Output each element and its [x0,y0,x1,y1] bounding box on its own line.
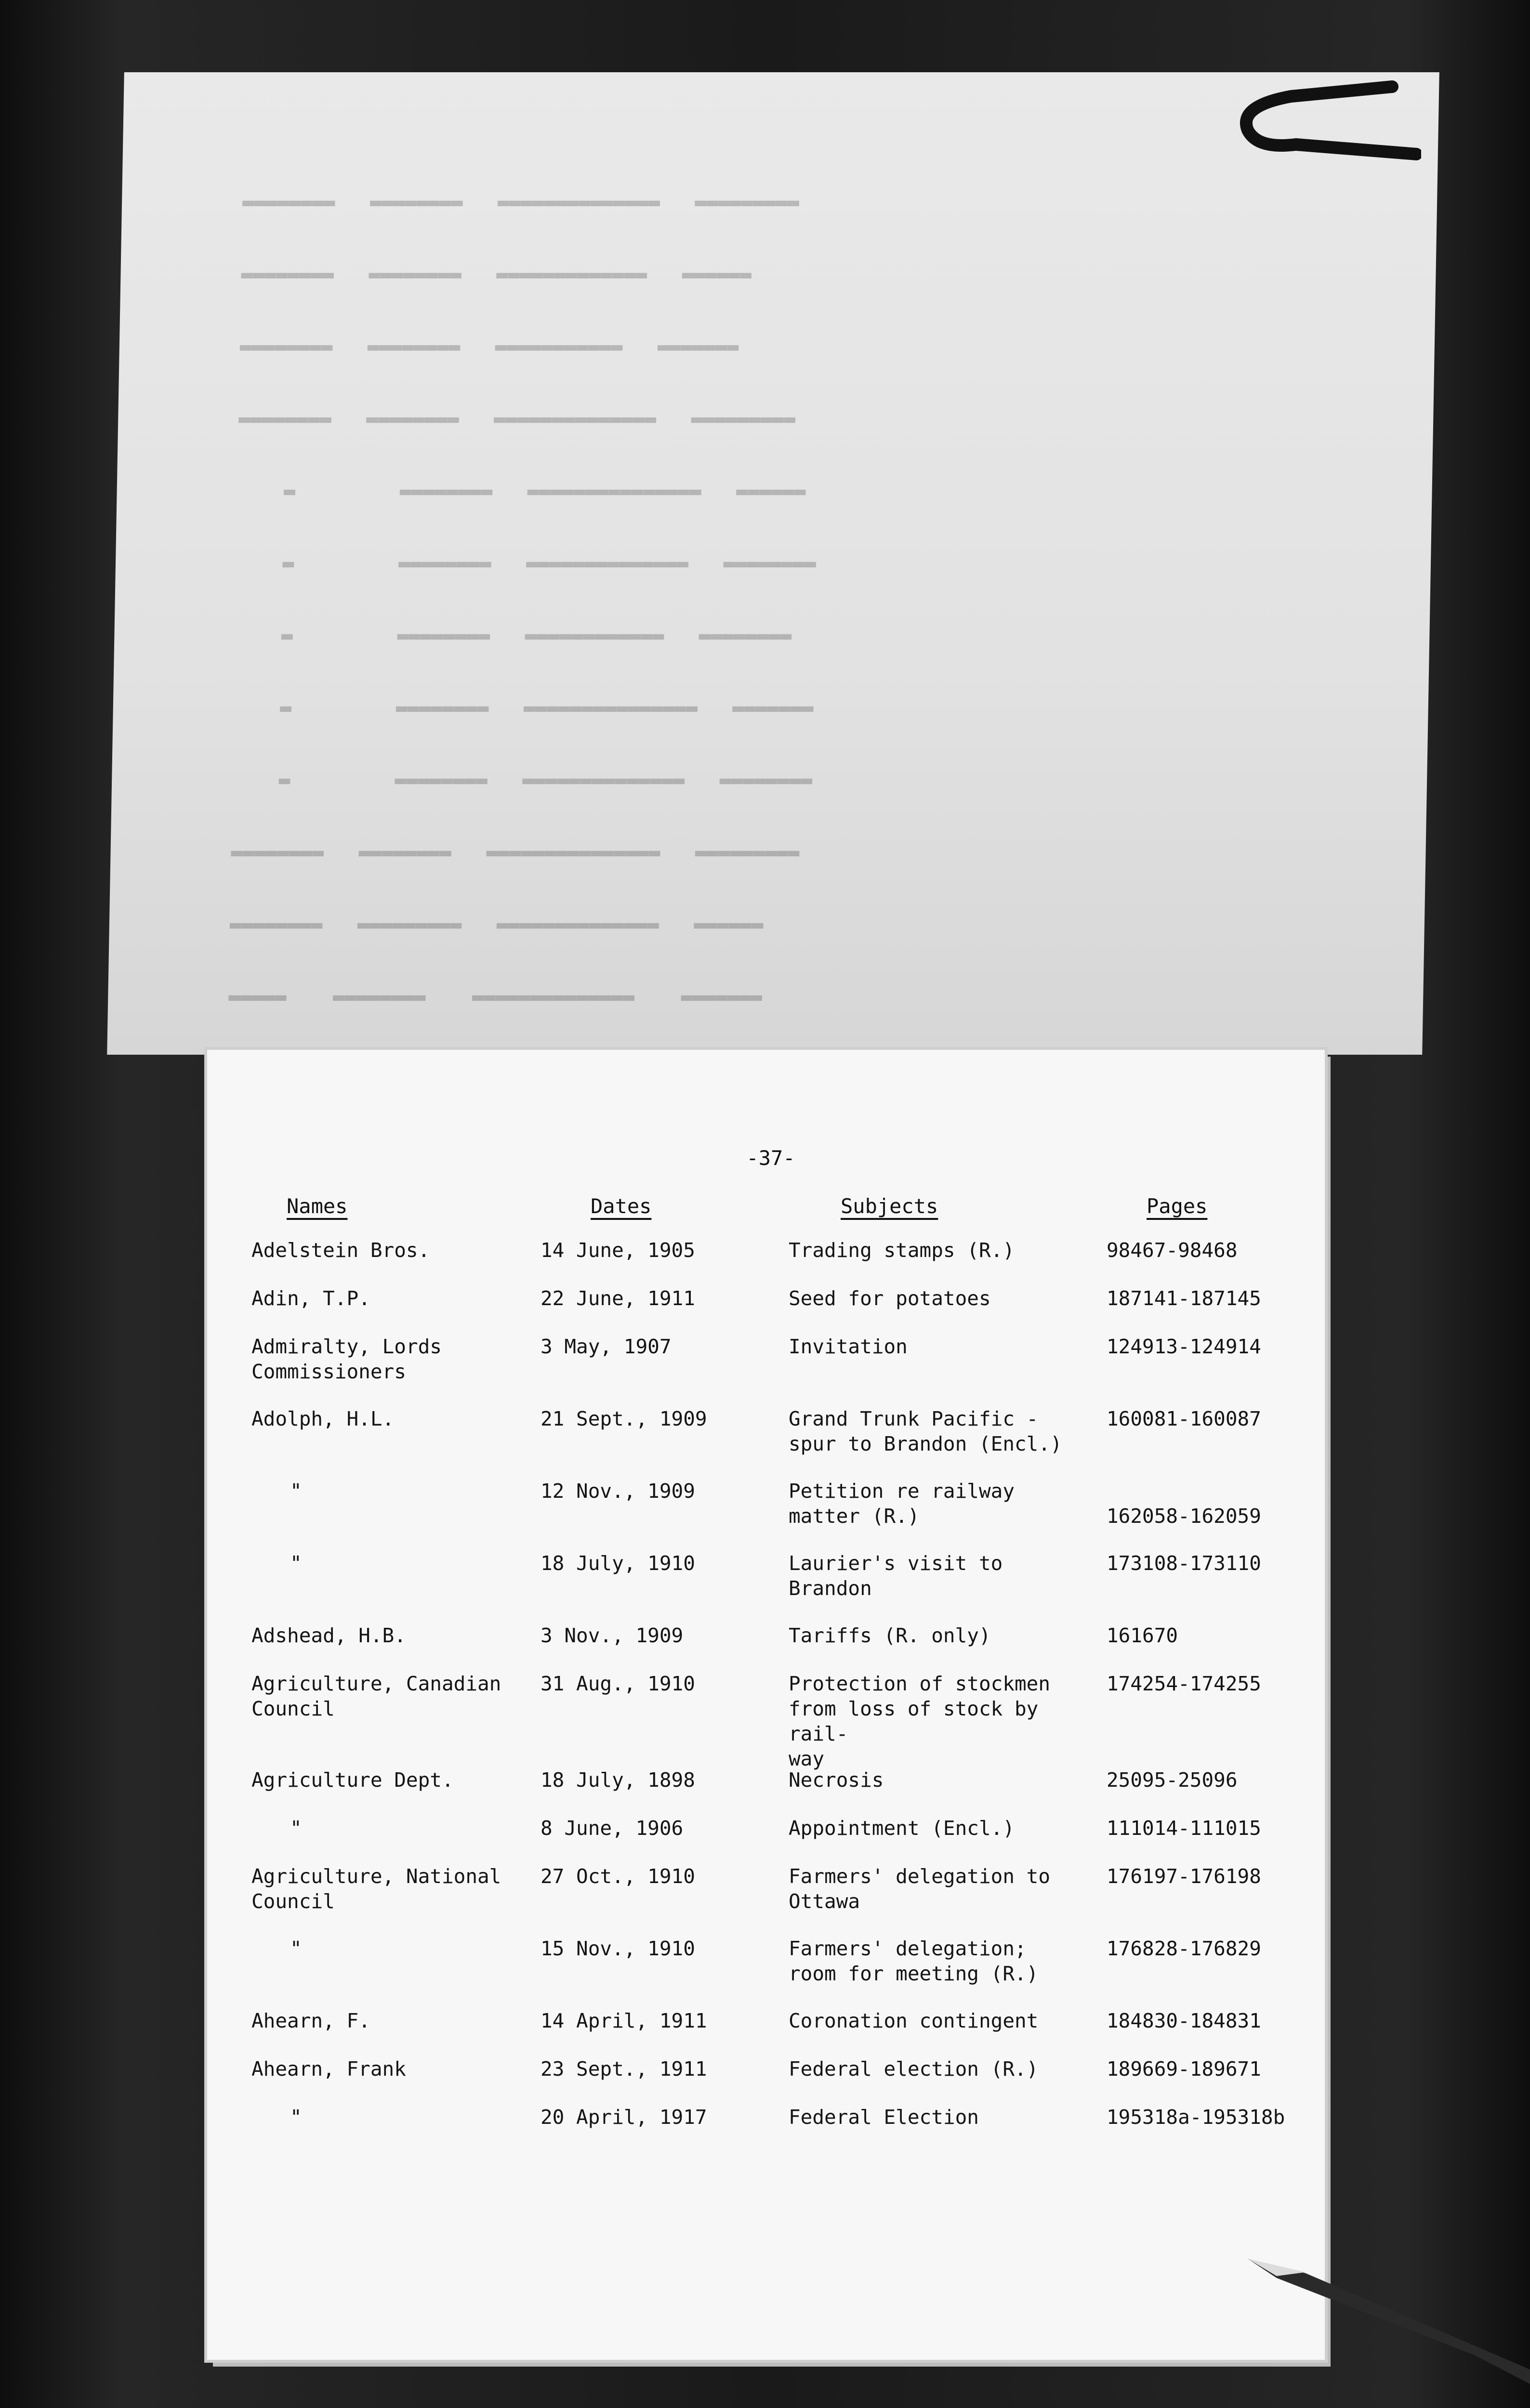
table-row [251,1864,1311,1936]
column-header-subjects: Subjects [841,1194,938,1218]
index-entries [251,1238,1311,2153]
entry-date: 27 Oct., 1910 [541,1865,695,1888]
table-row [251,1334,1311,1406]
table-row [251,1623,1311,1671]
entry-pages: 174254-174255 [1107,1672,1261,1695]
entry-date: 22 June, 1911 [541,1287,695,1310]
entry-pages: 162058-162059 [1107,1505,1261,1528]
entry-subject: Tariffs (R. only) [789,1624,991,1647]
entry-subject: Grand Trunk Pacific - spur to Brandon (Encl.) [789,1407,1062,1455]
entry-date: 14 June, 1905 [541,1239,695,1262]
entry-date: 3 Nov., 1909 [541,1624,684,1647]
entry-subject: Invitation [789,1335,908,1358]
entry-date: 18 July, 1910 [541,1552,695,1575]
entry-subject: Laurier's visit to Brandon [789,1552,1003,1600]
entry-pages: 124913-124914 [1107,1335,1261,1358]
entry-date: 31 Aug., 1910 [541,1672,695,1695]
entry-subject: Farmers' delegation; room for meeting (R.) [789,1937,1039,1985]
entry-pages: 161670 [1107,1624,1178,1647]
entry-name: Agriculture, Canadian Council [251,1672,501,1720]
page-number: -37- [746,1146,795,1170]
entry-name: Agriculture Dept. [251,1768,454,1792]
entry-date: 12 Nov., 1909 [541,1479,695,1503]
entry-date: 18 July, 1898 [541,1768,695,1792]
column-header-names: Names [287,1194,348,1218]
entry-pages: 187141-187145 [1107,1287,1261,1310]
entry-subject: Necrosis [789,1768,884,1792]
table-row [251,2008,1311,2056]
entry-date: 14 April, 1911 [541,2009,707,2032]
entry-name-ditto: " [290,2106,302,2129]
table-row [251,1936,1311,2008]
table-row [251,1479,1311,1551]
entry-pages: 176197-176198 [1107,1865,1261,1888]
column-header-dates: Dates [591,1194,652,1218]
index-page [207,1050,1325,2360]
entry-name: Adelstein Bros. [251,1239,430,1262]
entry-pages: 160081-160087 [1107,1407,1261,1430]
table-row [251,1238,1311,1286]
entry-name: Adin, T.P. [251,1287,370,1310]
entry-date: 20 April, 1917 [541,2106,707,2129]
entry-name: Agriculture, National Council [251,1865,501,1913]
entry-name: Adolph, H.L. [251,1407,395,1430]
entry-name-ditto: " [290,1937,302,1960]
entry-name: Admiralty, Lords Commissioners [251,1335,442,1383]
entry-date: 23 Sept., 1911 [541,2057,707,2081]
table-row [251,2105,1311,2153]
back-page-show-through [107,72,1439,1055]
entry-name: Ahearn, Frank [251,2057,406,2081]
column-header-pages: Pages [1147,1194,1208,1218]
table-row [251,1551,1311,1623]
entry-subject: Federal Election [789,2106,979,2129]
entry-date: 3 May, 1907 [541,1335,672,1358]
entry-name-ditto: " [290,1817,302,1840]
entry-subject: Farmers' delegation to Ottawa [789,1865,1051,1913]
entry-pages: 189669-189671 [1107,2057,1261,2081]
entry-pages: 98467-98468 [1107,1239,1238,1262]
entry-name: Ahearn, F. [251,2009,370,2032]
torn-paper-shadow [1248,2259,1530,2384]
paperclip-icon [1219,77,1421,193]
entry-name: Adshead, H.B. [251,1624,406,1647]
entry-date: 15 Nov., 1910 [541,1937,695,1960]
entry-subject: Trading stamps (R.) [789,1239,1015,1262]
table-row [251,1816,1311,1864]
mirrored-ghost-text: ▬▬▬▬▬ ▬▬▬▬▬▬▬▬ ▬▬▬▬▬▬▬▬▬▬▬▬▬▬ ▬▬▬▬▬▬▬ ▬▬▬▬▬▬▬▬ ▬▬▬▬▬▬▬▬▬ ▬▬▬▬▬▬▬▬▬▬▬▬▬▬ ▬▬▬▬▬▬ ▬▬▬▬▬▬▬▬ ▬▬▬▬▬▬▬▬ ▬▬▬▬▬▬▬▬▬▬▬▬▬▬▬ ▬▬▬▬▬▬▬▬▬ ▬ ▬▬▬▬▬▬▬▬ ▬▬▬▬▬▬▬▬▬▬▬▬▬▬ ▬▬▬▬▬▬▬▬ ▬ ▬▬▬▬▬▬▬▬ ▬▬▬▬▬▬▬▬▬▬▬▬▬▬▬ ▬▬▬▬▬▬▬ ▬ ▬▬▬▬▬▬▬▬ ▬▬▬▬▬▬▬▬▬▬▬▬ ▬▬▬▬▬▬▬▬ ▬ ▬▬▬▬▬▬▬▬ ▬▬▬▬▬▬▬▬▬▬▬▬▬▬ ▬▬▬▬▬▬▬▬ ▬ ▬▬▬▬▬▬▬▬ ▬▬▬▬▬▬▬▬▬▬▬▬▬▬▬ ▬▬▬▬▬▬ ▬▬▬▬▬▬▬▬ ▬▬▬▬▬▬▬▬ ▬▬▬▬▬▬▬▬▬▬▬▬▬▬ ▬▬▬▬▬▬▬▬▬ ▬▬▬▬▬▬▬▬ ▬▬▬▬▬▬▬▬ ▬▬▬▬▬▬▬▬▬▬▬ ▬▬▬▬▬▬▬ ▬▬▬▬▬▬▬▬ ▬▬▬▬▬▬▬▬ ▬▬▬▬▬▬▬▬▬▬▬▬▬ ▬▬▬▬▬▬ ▬▬▬▬▬▬▬▬ ▬▬▬▬▬▬▬▬ ▬▬▬▬▬▬▬▬▬▬▬▬▬▬ ▬▬▬▬▬▬▬▬▬ [228,194,817,1010]
entry-pages: 184830-184831 [1107,2009,1261,2032]
entry-pages: 111014-111015 [1107,1817,1261,1840]
table-row [251,1406,1311,1479]
entry-pages: 25095-25096 [1107,1768,1238,1792]
entry-subject: Federal election (R.) [789,2057,1039,2081]
entry-name-ditto: " [290,1479,302,1503]
entry-date: 8 June, 1906 [541,1817,684,1840]
table-row [251,1671,1311,1770]
entry-subject: Petition re railway matter (R.) [789,1479,1015,1528]
entry-subject: Coronation contingent [789,2009,1039,2032]
entry-name-ditto: " [290,1552,302,1575]
table-row [251,1767,1311,1816]
entry-pages: 176828-176829 [1107,1937,1261,1960]
table-row [251,2056,1311,2105]
entry-subject: Appointment (Encl.) [789,1817,1015,1840]
entry-date: 21 Sept., 1909 [541,1407,707,1430]
entry-subject: Seed for potatoes [789,1287,991,1310]
table-row [251,1286,1311,1334]
entry-subject: Protection of stockmen from loss of stock by rail- way [789,1672,1051,1770]
entry-pages: 173108-173110 [1107,1552,1261,1575]
entry-pages: 195318a-195318b [1107,2106,1285,2129]
